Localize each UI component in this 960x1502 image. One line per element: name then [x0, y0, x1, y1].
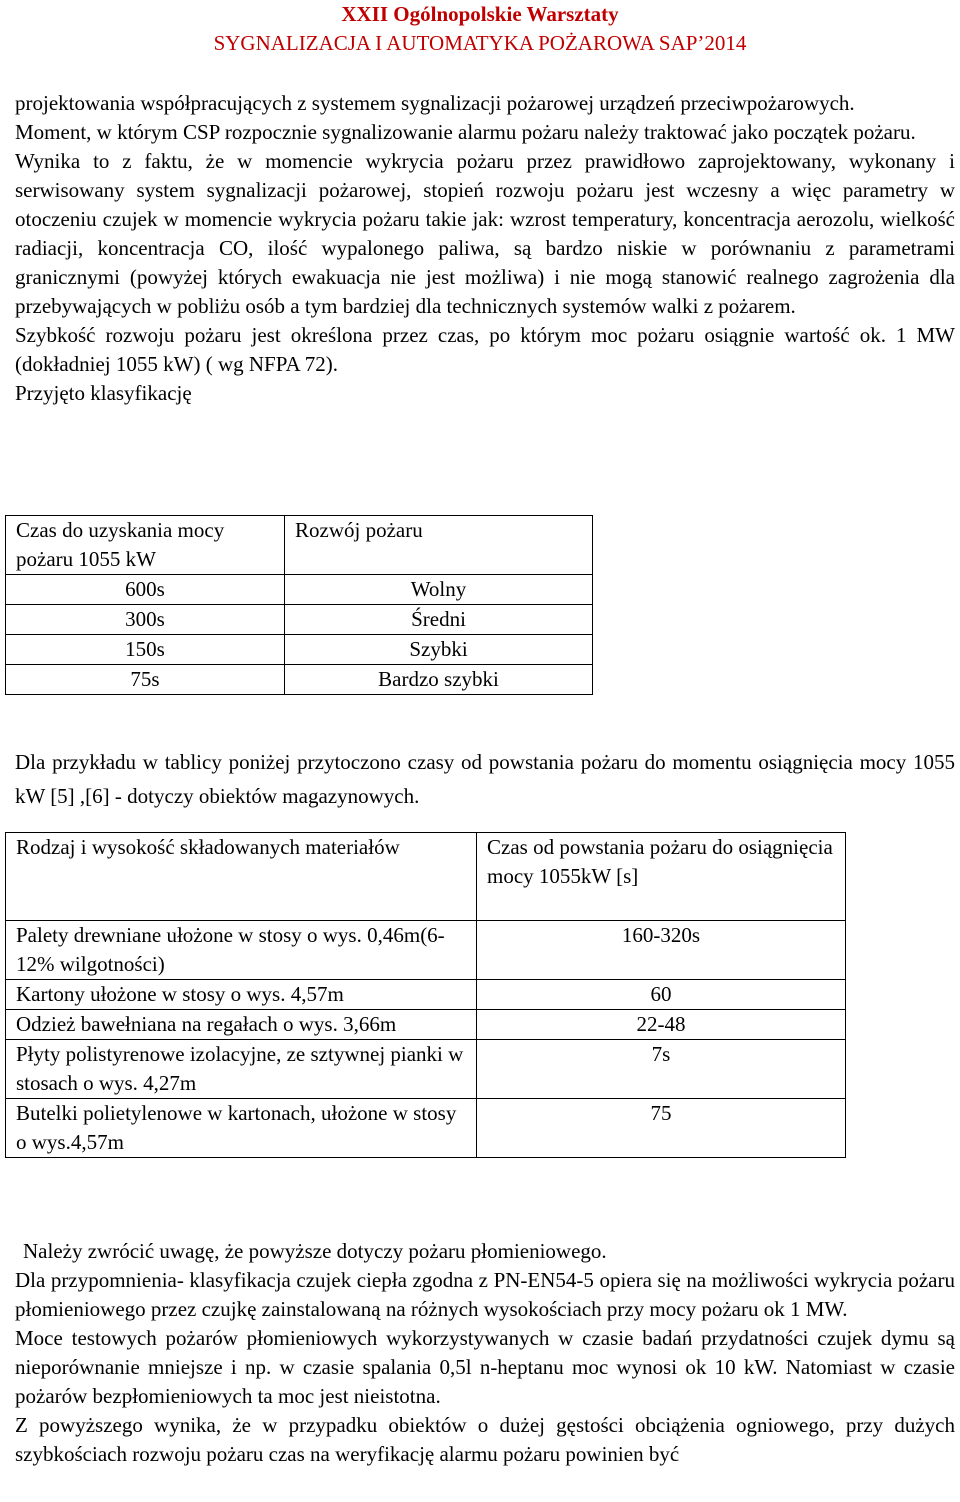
table-header-row [6, 516, 593, 575]
table-row [6, 921, 846, 980]
table-cell: Szybki [285, 635, 593, 665]
table-cell: Kartony ułożone w stosy o wys. 4,57m [6, 980, 477, 1010]
table-cell: 75 [477, 1099, 846, 1158]
table-cell: Wolny [285, 575, 593, 605]
table-header-cell: Czas od powstania pożaru do osiągnięcia mocy 1055kW [s] [477, 833, 846, 921]
table-cell: Bardzo szybki [285, 665, 593, 695]
table-cell: Płyty polistyrenowe izolacyjne, ze sztywnej pianki w stosach o wys. 4,27m [6, 1040, 477, 1099]
table-cell: 300s [6, 605, 285, 635]
paragraph-1: projektowania współpracujących z systemem sygnalizacji pożarowej urządzeń przeciwpożarowych. [15, 91, 855, 115]
page-header [0, 0, 960, 58]
table-cell: 60 [477, 980, 846, 1010]
table-cell: Palety drewniane ułożone w stosy o wys. 0,46m(6-12% wilgotności) [6, 921, 477, 980]
table-cell: 150s [6, 635, 285, 665]
table-row [6, 1040, 846, 1099]
paragraph-3: Wynika to z faktu, że w momencie wykrycia pożaru przez prawidłowo zaprojektowany, wykonany i serwisowany system sygnalizacji pożarowej, stopień rozwoju pożaru jest wczesny a więc parametry w otoczeniu czujek w momencie wykrycia pożaru takie jak: wzrost temperatury, koncentracja aerozolu, wielkość radiacji, koncentracja CO, ilość wypalonego paliwa, są bardzo niskie w porównaniu z parametrami granicznymi (powyżej których ewakuacja nie jest możliwa) i nie mogą stanowić realnego zagrożenia dla przebywających w pobliżu osób a tym bardziej dla technicznych systemów walki z pożarem. [15, 149, 955, 318]
table-cell: Butelki polietylenowe w kartonach, ułożone w stosy o wys.4,57m [6, 1099, 477, 1158]
table-header-cell: Rozwój pożaru [285, 516, 593, 575]
table-cell: 75s [6, 665, 285, 695]
table-row [6, 665, 593, 695]
table-row [6, 635, 593, 665]
body-text [15, 89, 955, 408]
section-2 [15, 745, 955, 813]
table-row [6, 980, 846, 1010]
section-3-paragraph-4: Z powyższego wynika, że w przypadku obiektów o dużej gęstości obciążenia ogniowego, przy dużych szybkościach rozwoju pożaru czas na weryfikację alarmu pożaru powinien być [15, 1413, 955, 1466]
header-subtitle: SYGNALIZACJA I AUTOMATYKA POŻAROWA SAP’2014 [213, 31, 747, 55]
table-cell: 22-48 [477, 1010, 846, 1040]
table-row [6, 1010, 846, 1040]
paragraph-2: Moment, w którym CSP rozpocznie sygnalizowanie alarmu pożaru należy traktować jako początek pożaru. [15, 120, 916, 144]
table-cell: 160-320s [477, 921, 846, 980]
table-cell: Odzież bawełniana na regałach o wys. 3,66m [6, 1010, 477, 1040]
table-row [6, 605, 593, 635]
paragraph-5: Przyjęto klasyfikację [15, 381, 192, 405]
table-cell: Średni [285, 605, 593, 635]
table-row [6, 575, 593, 605]
table-cell: 7s [477, 1040, 846, 1099]
header-title: XXII Ogólnopolskie Warsztaty [341, 2, 619, 26]
section-2-intro: Dla przykładu w tablicy poniżej przytoczono czasy od powstania pożaru do momentu osiągnięcia mocy 1055 kW [5] ,[6] - dotyczy obiektów magazynowych. [15, 750, 955, 808]
section-3-note: Należy zwrócić uwagę, że powyższe dotyczy pożaru płomieniowego. [23, 1239, 607, 1263]
section-3 [15, 1237, 955, 1469]
storage-materials-table [5, 832, 846, 1158]
table-header-cell: Czas do uzyskania mocy pożaru 1055 kW [6, 516, 285, 575]
section-3-paragraph-2: Dla przypomnienia- klasyfikacja czujek ciepła zgodna z PN-EN54-5 opiera się na możliwości wykrycia pożaru płomieniowego przez czujkę zainstalowaną na różnych wysokościach przy mocy pożaru ok 1 MW. [15, 1268, 955, 1321]
table-header-row [6, 833, 846, 921]
table-row [6, 1099, 846, 1158]
section-3-paragraph-3: Moce testowych pożarów płomieniowych wykorzystywanych w czasie badań przydatności czujek dymu są nieporównanie mniejsze i np. w czasie spalania 0,5l n-heptanu moc wynosi ok 10 kW. Natomiast w czasie pożarów bezpłomieniowych ta moc jest nieistotna. [15, 1326, 955, 1408]
table-cell: 600s [6, 575, 285, 605]
paragraph-4: Szybkość rozwoju pożaru jest określona przez czas, po którym moc pożaru osiągnie wartość ok. 1 MW (dokładniej 1055 kW) ( wg NFPA 72). [15, 323, 955, 376]
fire-growth-table [5, 515, 593, 695]
table-header-cell: Rodzaj i wysokość składowanych materiałów [6, 833, 477, 921]
